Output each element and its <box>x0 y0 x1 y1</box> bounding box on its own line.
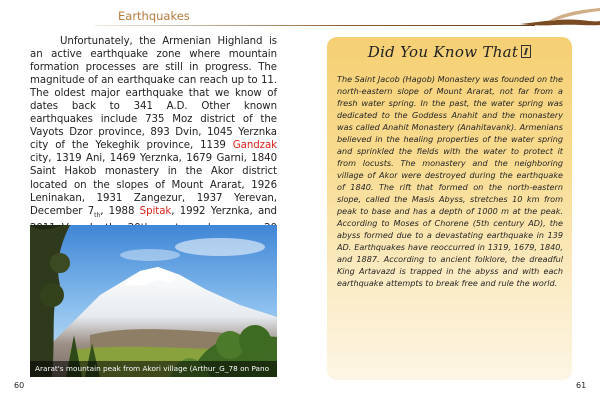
highlight-spitak: Spitak <box>139 205 172 217</box>
did-you-know-box <box>327 37 572 380</box>
mountain-landscape-image <box>30 225 277 377</box>
ararat-photo <box>30 225 277 377</box>
page-number-left: 60 <box>14 381 25 390</box>
page-number-right: 61 <box>576 381 587 390</box>
article-body: Unfortunately, the Armenian Highland is an active earthquake zone where mountain formation processes are still in progress. The magnitude of an earthquake can reach up to 11. The oldest major earthquake that we know of dates back to 341 A.D. Other known earthquakes include 735 Moz district of the Vayots Dzor province, 893 Dvin, 1045 Yerznka city of the Yekeghik province, 1139 Gandzak city, 1319 Ani, 1469 Yerznka, 1679 Garni, 1840 Saint Hakob monastery in the Akor district located on the slopes of Mount Ararat, 1926 Leninakan, 1931 Zangezur, 1937 Yerevan, December $7_{th}$, 1988 Spitak, 1992 Yerznka, and <box>30 36 277 219</box>
header-rule <box>95 25 535 26</box>
question-mark-icon <box>521 45 531 58</box>
highlight-gandzak: Gandzak <box>232 140 277 152</box>
header-swoosh-decoration <box>520 8 600 32</box>
ordinal-suffix: th <box>94 211 101 219</box>
did-you-know-text: The Saint Jacob (Hagob) Monastery was founded on the north-eastern slope of Mount Ararat, not far from a fresh water spring. In the past, the water spring was dedicated to the Goddess Anahit and the monastery was called Anahit Monastery (Anahitavank). Armenians believed in the healing properties of the water spring and sprinkled the fields with the water to protect it from locusts. The monastery and the neighboring village of Akor were destroyed during the earthquake of 1840. The rift that formed on the north-eastern slope, called the Masis Abyss, stretches 10 km from peak to base and has a depth of 1000 m at the peak. According to Moses of Chorene (5th century AD), the abyss formed due to a devastating earthquake in 139 AD. Earthquakes have reoccurred in 1319, 1679, 1840, and 1887. According to ancient folklore, the dreadful King Artavazd is trapped in the abyss and with each earthquake attempts to break free and rule the world. <box>337 74 563 288</box>
photo-caption: Ararat's mountain peak from Akori village (Arthur_G_78 on Pano <box>30 361 277 377</box>
chapter-title: Earthquakes <box>118 9 190 23</box>
did-you-know-title: Did You Know That <box>327 43 572 61</box>
